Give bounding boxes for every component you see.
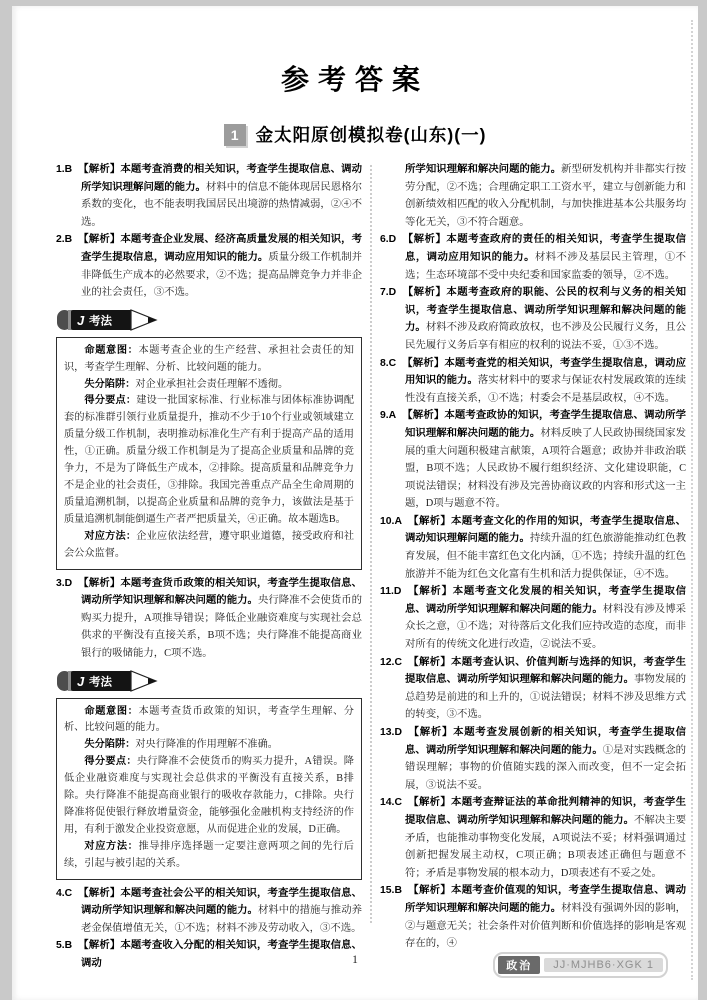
answer-item-12 bbox=[380, 654, 686, 724]
box-head: 得分要点： bbox=[84, 756, 137, 768]
analysis-body: 新型研发机构并非都实行按劳分配，②不选；合理确定职工工资水平，建立与创新能力和创新绩效相匹配的收入分配机制，与加快推进基本公共服务均等化无关，③不符合题意。 bbox=[405, 164, 687, 228]
box-paragraph bbox=[64, 377, 354, 394]
answer-number: 14.C bbox=[380, 797, 402, 809]
analysis-body: 持续升温的红色旅游能推动红色教育发展，但不能丰富红色文化内涵，①不选；持续升温的红色旅游并不能为红色文化富有生机和活力提供保证，④不选。 bbox=[405, 533, 687, 580]
box-body: 建设一批国家标准、行业标准与团体标准协调配套的标准群引领行业质量提升，推动不少于10个行业或领域建立质量分级工作机制，表明推动标准化生产有利于提高产品的适用性，①正确。质量分级工作机制是为了提高企业质量和品牌的竞争力，不是为了降低生产成本，②排除。提高质量和品牌竞争力不是企业的社会责任，③排除。我国完善重点产品全生命周期的质量追溯机制，以提高企业质量和品牌的竞争力，该做法是基于质量追溯机制能倒逼生产者严把质量关，④正确。故本题选B。 bbox=[64, 395, 355, 525]
box-paragraph bbox=[64, 737, 354, 754]
box-body: 本题考查货币政策的知识，考查学生理解、分析、比较问题的能力。 bbox=[64, 705, 354, 734]
right-column bbox=[380, 161, 687, 950]
answer-number: 15.B bbox=[380, 885, 402, 897]
analysis-body: 材料中的信息不能体现居民恩格尔系数的变化，也不能表明我国居民出境游的热情减弱，②④不选。 bbox=[81, 181, 363, 228]
page-title: 参考答案 bbox=[280, 65, 429, 96]
analysis-bold: 【解析】本题考查文化发展的相关知识，考查学生提取信息、调动所学知识理解和解决问题的能力。 bbox=[405, 586, 686, 615]
answer-item-6 bbox=[380, 231, 686, 284]
answer-number: 6.D bbox=[380, 234, 397, 246]
footer-stamp bbox=[493, 952, 668, 978]
answer-item-5-continuation bbox=[380, 161, 686, 231]
analysis-bold: 【解析】本题考查政府的责任的相关知识，考查学生提取信息，调动应用知识的能力。 bbox=[402, 234, 686, 263]
analysis-bold: 【解析】本题考查发展创新的相关知识，考查学生提取信息、调动所学知识理解和解决问题的能力。 bbox=[405, 727, 686, 756]
answer-item-8 bbox=[380, 355, 686, 408]
column-divider bbox=[370, 165, 372, 923]
paper-code: JJ·MJHB6·XGK 1 bbox=[544, 958, 663, 972]
answer-number: 13.D bbox=[380, 727, 402, 738]
section-header bbox=[12, 122, 698, 147]
box-head: 命题意图： bbox=[84, 344, 139, 356]
analysis-bold: 【解析】本题考查认识、价值判断与选择的知识，考查学生提取信息、调动所学知识理解和解决问题的能力。 bbox=[405, 656, 686, 686]
pencil-kaofa-icon bbox=[56, 668, 168, 694]
analysis-body: 不解决主要矛盾，也能推动事物变化发展，A项说法不妥；材料强调通过创新把握发展主动权，C项正确；B项表述正确但与题意不符；矛盾是事物发展的根本动力，D项表述有不妥之处。 bbox=[405, 814, 687, 879]
analysis-bold: 【解析】本题考查辩证法的革命批判精神的知识，考查学生提取信息、调动所学知识理解和解决问题的能力。 bbox=[405, 797, 686, 826]
box-body: 对企业承担社会责任理解不透彻。 bbox=[135, 378, 289, 390]
section-number-badge: 1 bbox=[224, 124, 246, 146]
answer-number: 5.B bbox=[56, 940, 73, 952]
answer-item-2 bbox=[56, 231, 362, 301]
answer-number: 4.C bbox=[56, 887, 73, 899]
scanned-answer-page bbox=[12, 6, 698, 1000]
box-head: 对应方法： bbox=[84, 530, 137, 542]
box-body: 企业应依法经营，遵守职业道德，接受政府和社会公众监督。 bbox=[64, 530, 355, 559]
box-body: 对央行降准的作用理解不准确。 bbox=[135, 739, 278, 751]
analysis-box-2 bbox=[56, 698, 362, 880]
analysis-bold: 【解析】本题考查收入分配的相关知识，考查学生提取信息、调动 bbox=[78, 940, 362, 969]
answer-number: 8.C bbox=[380, 357, 397, 369]
pencil-kaofa-icon bbox=[56, 307, 168, 333]
subject-badge: 政治 bbox=[498, 956, 540, 974]
kaofa-marker-row bbox=[56, 668, 362, 694]
box-paragraph bbox=[64, 704, 354, 738]
page-footer bbox=[12, 952, 698, 976]
answer-item-3 bbox=[56, 575, 362, 663]
left-column bbox=[56, 161, 363, 969]
box-head: 命题意图： bbox=[84, 705, 139, 717]
answer-number: 11.D bbox=[380, 586, 402, 598]
right-edge-dotted-line bbox=[691, 20, 693, 980]
kaofa-label: 考法 bbox=[89, 676, 112, 688]
kaofa-logo-j: J bbox=[77, 312, 85, 328]
analysis-bold: 【解析】本题考查政府的职能、公民的权利与义务的相关知识，考查学生提取信息、调动所学知识理解和解决问题的能力。 bbox=[402, 287, 686, 334]
analysis-body: 央行降准不会使货币的购买力提升，A项推导错误；降低企业融资难度与实现社会总供求的平衡没有直接关系，B项不选；央行降准不能提高商业银行的吸储能力，C项不选。 bbox=[81, 595, 362, 659]
analysis-body: 材料中的措施与推动养老金保值增值无关，①不选；材料不涉及劳动收入，③不选。 bbox=[81, 905, 362, 934]
analysis-body: 材料不涉及政府简政放权，也不涉及公民履行义务，且公民先履行义务后享有相应的权利的说法不妥，①③不选。 bbox=[405, 322, 687, 351]
analysis-body: 材料没有强调外因的影响，②与题意无关；社会条件对价值判断和价值选择的影响是客观存在的，④ bbox=[405, 902, 687, 950]
box-head: 失分陷阱： bbox=[84, 378, 136, 390]
box-paragraph bbox=[64, 393, 354, 528]
analysis-body: 材料不涉及基层民主管理，①不选；生态环境部不受中央纪委和国家监委的领导，②不选。 bbox=[405, 251, 687, 281]
box-body: 推导排序选择题一定要注意两项之间的先行后续，引起与被引起的关系。 bbox=[64, 840, 354, 869]
analysis-bold: 【解析】本题考查消费的相关知识，考查学生提取信息、调动所学知识理解问题的能力。 bbox=[78, 164, 362, 193]
kaofa-label: 考法 bbox=[89, 315, 112, 328]
answer-number: 10.A bbox=[380, 515, 402, 527]
kaofa-marker-row bbox=[56, 307, 362, 333]
analysis-bold: 所学知识理解和解决问题的能力。 bbox=[405, 164, 562, 175]
answer-item-11 bbox=[380, 583, 686, 653]
answer-item-15 bbox=[380, 882, 686, 952]
analysis-bold: 【解析】本题考查企业发展、经济高质量发展的相关知识，考查学生提取信息，调动应用知识的能力。 bbox=[78, 234, 362, 263]
analysis-body: 材料没有涉及博采众长之意，①不选；对待落后文化我们应持改造的态度，而非对所有的传统文化进行改造，②说法不妥。 bbox=[405, 603, 687, 651]
analysis-bold: 【解析】本题考查党的相关知识，考查学生提取信息，调动应用知识的能力。 bbox=[402, 357, 686, 387]
answer-item-7 bbox=[380, 284, 686, 354]
box-paragraph bbox=[64, 754, 354, 839]
analysis-bold: 【解析】本题考查文化的作用的知识，考查学生提取信息、调动知识理解问题的能力。 bbox=[405, 515, 686, 545]
answer-item-14 bbox=[380, 794, 686, 882]
box-paragraph bbox=[64, 839, 354, 873]
box-paragraph bbox=[64, 343, 354, 377]
box-head: 得分要点： bbox=[84, 395, 137, 407]
analysis-body: 事物发展的总趋势是前进的和上升的，①说法错误；材料不涉及思维方式的转变，③不选。 bbox=[405, 674, 687, 721]
answer-number: 7.D bbox=[380, 287, 397, 299]
answer-number: 1.B bbox=[56, 164, 73, 175]
analysis-body: 材料反映了人民政协围绕国家发展的重大问题积极建言献策，A项符合题意；政协并非政治联盟，B项不选；人民政协不履行组织经济、文化建设职能，C项说法错误；材料没有涉及完善协商议政的内容和形式这一主题，D项与题意不符。 bbox=[405, 427, 687, 510]
answer-item-1 bbox=[56, 161, 362, 231]
kaofa-logo-j: J bbox=[77, 673, 85, 689]
answer-number: 9.A bbox=[380, 410, 397, 422]
answer-item-13 bbox=[380, 724, 686, 794]
analysis-bold: 【解析】本题考查政协的知识，考查学生提取信息、调动所学知识理解和解决问题的能力。 bbox=[402, 410, 686, 439]
box-body: 本题考查企业的生产经营、承担社会责任的知识，考查学生理解、分析、比较问题的能力。 bbox=[64, 344, 354, 373]
box-head: 失分陷阱： bbox=[84, 739, 136, 751]
answer-item-10 bbox=[380, 513, 686, 583]
page-number: 1 bbox=[352, 954, 358, 966]
analysis-bold: 【解析】本题考查社会公平的相关知识，考查学生提取信息、调动所学知识理解和解决问题的能力。 bbox=[78, 887, 362, 917]
box-paragraph bbox=[64, 529, 354, 563]
box-head: 对应方法： bbox=[84, 840, 139, 852]
analysis-body: 质量分级工作机制并非降低生产成本的必然要求，②不选；提高品牌竞争力并非企业的社会责任，③不选。 bbox=[81, 251, 362, 299]
analysis-box-1 bbox=[56, 337, 362, 570]
answer-item-9 bbox=[380, 407, 686, 513]
answer-number: 3.D bbox=[56, 577, 73, 589]
analysis-bold: 【解析】本题考查货币政策的相关知识，考查学生提取信息、调动所学知识理解和解决问题的能力。 bbox=[78, 577, 362, 607]
analysis-body: 落实材料中的要求与保证农村发展政策的连续性没有直接关系，①不选；村委会不是基层政权，④不选。 bbox=[405, 375, 687, 404]
section-title: 金太阳原创模拟卷(山东)(一) bbox=[255, 125, 487, 145]
answer-number: 2.B bbox=[56, 234, 73, 246]
answer-number: 12.C bbox=[380, 656, 402, 668]
analysis-body: ①是对实践概念的错误理解；事物的价值随实践的深入而改变，但不一定会拓展，③说法不妥。 bbox=[405, 744, 687, 791]
box-body: 央行降准不会使货币的购买力提升，A错误。降低企业融资难度与实现社会总供求的平衡没有直接关系，B排除。央行降准不能提高商业银行的吸收存款能力，C排除。央行降准将促使银行释放增量资金，能够强化金融机构支持经济的作用，有利于激发企业投资意愿，从而促进企业的发展，D正确。 bbox=[64, 756, 354, 835]
analysis-bold: 【解析】本题考查价值观的知识，考查学生提取信息、调动所学知识理解和解决问题的能力。 bbox=[405, 885, 686, 914]
answer-item-4 bbox=[56, 885, 362, 938]
